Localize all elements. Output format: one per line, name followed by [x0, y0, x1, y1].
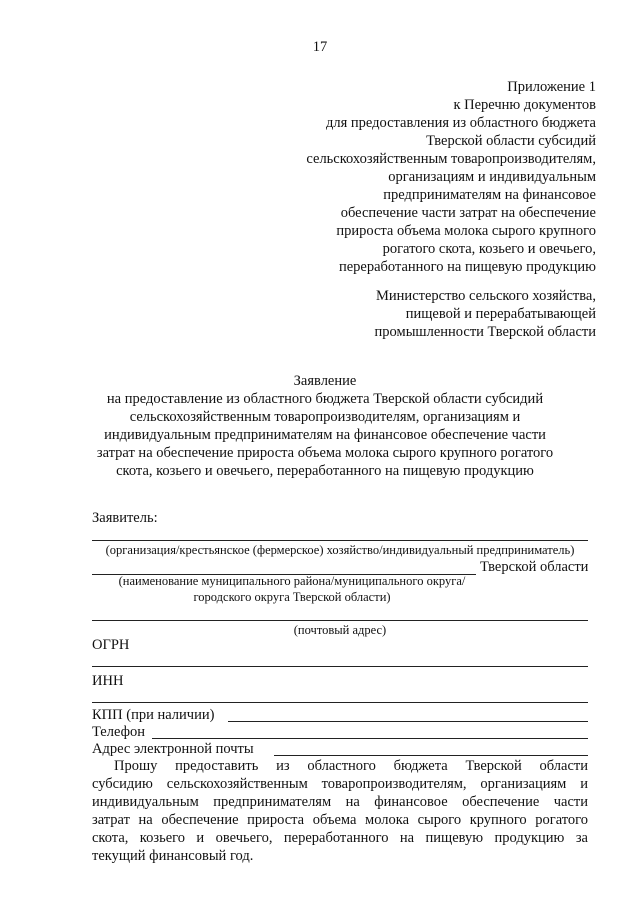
appendix-line: предпринимателям на финансовое	[383, 187, 596, 203]
title-line: скота, козьего и овечьего, переработанного на пищевую продукцию	[116, 463, 534, 479]
phone-field[interactable]	[152, 738, 588, 739]
org-name-field[interactable]	[92, 540, 588, 541]
request-line: индивидуальным предпринимателям на финансовое обеспечение части	[92, 794, 588, 810]
request-line: Прошу предоставить из областного бюджета Тверской области	[114, 758, 588, 774]
org-caption: (организация/крестьянское (фермерское) хозяйство/индивидуальный предприниматель)	[105, 543, 575, 557]
appendix-line: обеспечение части затрат на обеспечение	[340, 205, 596, 221]
appendix-line: рогатого скота, козьего и овечьего,	[382, 241, 596, 257]
inn-field[interactable]	[92, 702, 588, 703]
appendix-line: организациям и индивидуальным	[388, 169, 596, 185]
request-line: текущий финансовый год.	[92, 848, 254, 864]
application-title	[60, 372, 590, 480]
phone-label: Телефон	[92, 724, 145, 740]
appendix-block	[176, 78, 596, 276]
title-line: затрат на обеспечение прироста объема молока сырого крупного рогатого	[96, 445, 554, 461]
request-line: скота, козьего и овечьего, переработанного на пищевую продукцию за	[92, 830, 588, 846]
municipality-caption-2: городского округа Тверской области)	[193, 590, 391, 604]
request-line: субсидию сельскохозяйственным товаропроизводителям, организациям и	[92, 776, 588, 792]
appendix-line: переработанного на пищевую продукцию	[338, 259, 596, 275]
appendix-line: к Перечню документов	[453, 97, 596, 113]
addressee-block	[236, 287, 596, 341]
title-heading: Заявление	[293, 373, 357, 389]
request-paragraph	[92, 757, 588, 865]
email-label: Адрес электронной почты	[92, 741, 254, 757]
addressee-line: промышленности Тверской области	[374, 324, 596, 340]
postal-caption: (почтовый адрес)	[293, 623, 387, 637]
ogrn-label: ОГРН	[92, 637, 130, 653]
request-line: затрат на обеспечение прироста объема молока сырого крупного рогатого	[92, 812, 588, 828]
appendix-line: сельскохозяйственным товаропроизводителям,	[306, 151, 596, 167]
appendix-line: Приложение 1	[507, 79, 596, 95]
postal-address-field[interactable]	[92, 620, 588, 621]
municipality-caption-1: (наименование муниципального района/муниципального округа/	[118, 574, 466, 588]
title-line: на предоставление из областного бюджета Тверской области субсидий	[106, 391, 544, 407]
ogrn-field[interactable]	[92, 666, 588, 667]
title-line: индивидуальным предпринимателям на финансовое обеспечение части	[104, 427, 546, 443]
appendix-line: Тверской области субсидий	[426, 133, 596, 149]
email-field[interactable]	[274, 755, 588, 756]
inn-label: ИНН	[92, 673, 124, 689]
kpp-label: КПП (при наличии)	[92, 707, 215, 723]
addressee-line: Министерство сельского хозяйства,	[376, 288, 596, 304]
region-suffix: Тверской области	[480, 559, 589, 575]
applicant-label: Заявитель:	[92, 510, 158, 526]
appendix-line: для предоставления из областного бюджета	[325, 115, 596, 131]
title-line: сельскохозяйственным товаропроизводителям, организациям и	[129, 409, 521, 425]
appendix-line: прироста объема молока сырого крупного	[336, 223, 596, 239]
kpp-field[interactable]	[228, 721, 588, 722]
page-number: 17	[312, 39, 328, 55]
addressee-line: пищевой и перерабатывающей	[405, 306, 596, 322]
